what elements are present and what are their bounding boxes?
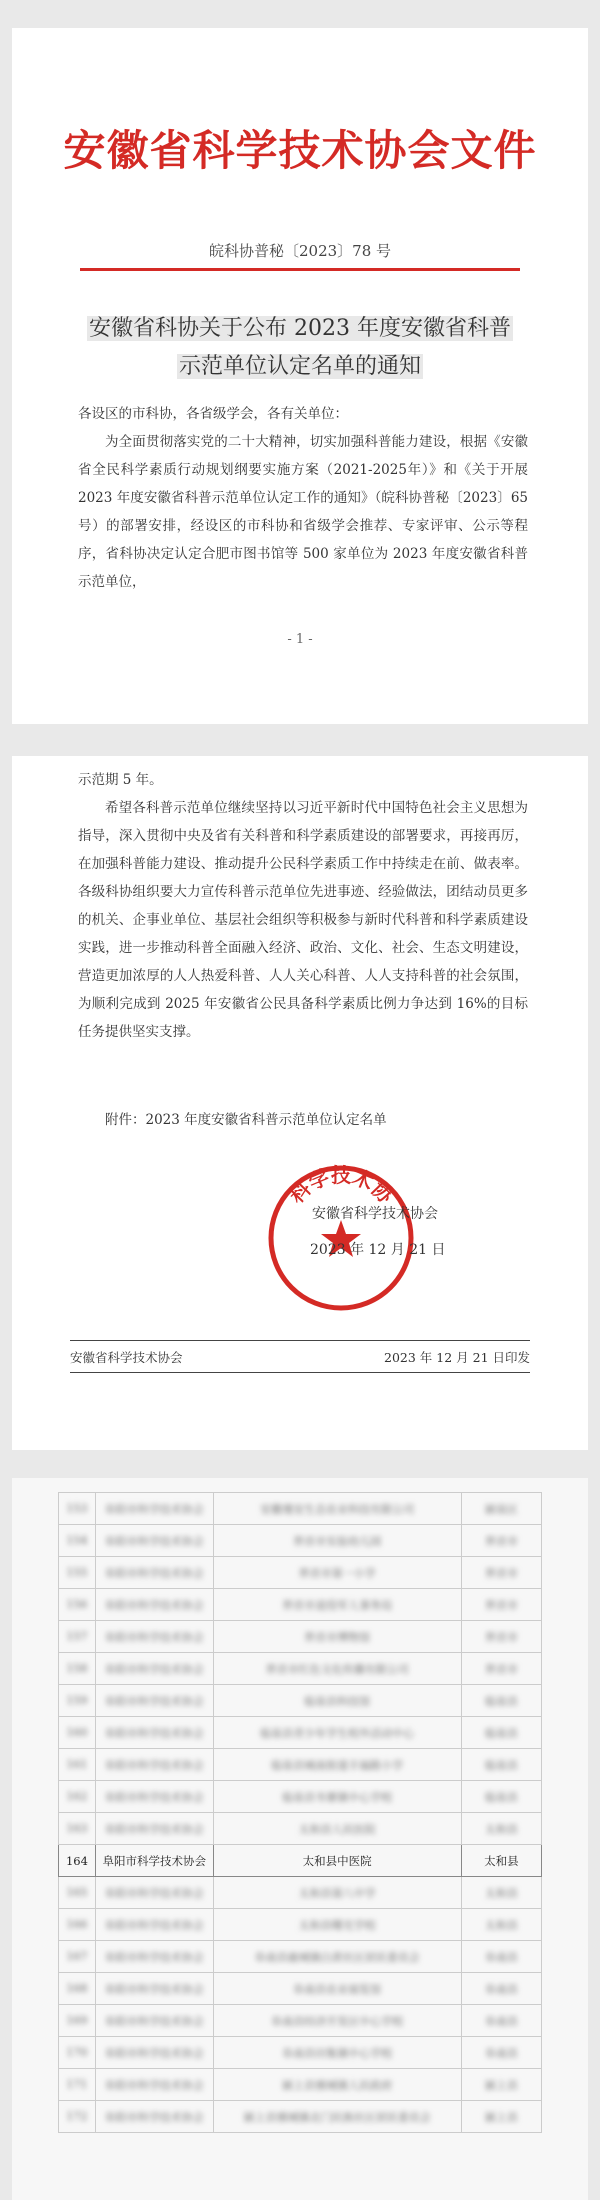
row-county: 界首市 [461,1653,541,1685]
row-county: 太和县 [461,1877,541,1909]
title-line-1: 安徽省科协关于公布 2023 年度安徽省科普 [89,316,511,341]
table-row [59,1845,542,1877]
table-row [59,1717,542,1749]
row-unit-name: 颍上县慎城镇人民政府 [213,2069,461,2101]
row-county: 临泉县 [461,1749,541,1781]
row-unit-name: 界首市退役军人事务局 [213,1589,461,1621]
row-organization: 阜阳市科学技术协会 [95,1717,213,1749]
row-county: 临泉县 [461,1781,541,1813]
row-organization: 阜阳市科学技术协会 [95,1493,213,1525]
row-number: 153 [59,1493,96,1525]
row-number: 165 [59,1877,96,1909]
page-number: - 1 - [287,632,313,647]
attachment-note: 附件：2023 年度安徽省科普示范单位认定名单 [105,1112,387,1128]
continuation-text: 示范期 5 年。 [78,772,163,788]
row-unit-name: 阜南县经济开发区中心学校 [213,2005,461,2037]
row-unit-name: 阜南县鹿城镇白黄社区居民委员会 [213,1941,461,1973]
signature-organization: 安徽省科学技术协会 [312,1206,438,1222]
body-paragraph-2: 希望各科普示范单位继续坚持以习近平新时代中国特色社会主义思想为指导，深入贯彻中央及省有关科普和科学素质建设的部署要求，再接再厉，在加强科普能力建设、推动提升公民科学素质工作中持续走在前、做表率。各级科协组织要大力宣传科普示范单位先进事迹、经验做法，团结动员更多的机关、企事业单位、基层社会组织等积极参与新时代科普和科学素质建设实践，进一步推动科普全面融入经济、政治、文化、社会、生态文明建设，营造更加浓厚的人人热爱科普、人人关心科普、人人支持科普的社会氛围，为顺利完成到 2025 年安徽省公民具备科学素质比例力争达到 16%的目标任务提供坚实支撑。 [78,800,528,1040]
row-county: 颍泉区 [461,1493,541,1525]
row-number: 156 [59,1589,96,1621]
row-organization: 阜阳市科学技术协会 [95,1941,213,1973]
body-paragraph-1: 为全面贯彻落实党的二十大精神，切实加强科普能力建设，根据《安徽省全民科学素质行动规划纲要实施方案（2021-2025年）》和《关于开展 2023 年度安徽省科普示范单位认定工作的通知》（皖科协普秘〔2023〕65 号）的部署安排，经设区的市科协和省级学会推荐、专家评审、公示等程序，省科协决定认定合肥市图书馆等 500 家单位为 2023 年度安徽省科普示范单位， [78,434,528,590]
row-organization: 阜阳市科学技术协会 [95,1525,213,1557]
notice-title [72,310,528,386]
red-divider [80,268,520,271]
row-organization: 阜阳市科学技术协会 [95,2005,213,2037]
row-unit-name: 临泉县青少年学生校外活动中心 [213,1717,461,1749]
table-row [59,1877,542,1909]
row-number: 157 [59,1621,96,1653]
row-unit-name: 界首市博物馆 [213,1621,461,1653]
table-row [59,1557,542,1589]
table-row [59,1589,542,1621]
row-number: 172 [59,2101,96,2133]
title-line-2: 示范单位认定名单的通知 [178,354,421,379]
table-row [59,1493,542,1525]
row-unit-name: 颍上县慎城镇北门民族社区居民委员会 [213,2101,461,2133]
masthead: 安徽省科学技术协会文件 [63,126,537,175]
row-number: 167 [59,1941,96,1973]
row-organization: 阜阳市科学技术协会 [95,1589,213,1621]
row-number: 154 [59,1525,96,1557]
row-county: 颍上县 [461,2069,541,2101]
table-row [59,2069,542,2101]
row-county: 阜南县 [461,1941,541,1973]
table-row [59,1781,542,1813]
row-county: 阜南县 [461,2037,541,2069]
row-county: 阜南县 [461,2005,541,2037]
table-row [59,2101,542,2133]
row-number: 161 [59,1749,96,1781]
row-number: 160 [59,1717,96,1749]
table-row [59,1621,542,1653]
row-county: 临泉县 [461,1717,541,1749]
row-unit-name: 太和县第八中学 [213,1877,461,1909]
footer-print-date: 2023 年 12 月 21 日印发 [384,1350,530,1365]
row-unit-name: 太和县人民医院 [213,1813,461,1845]
row-number: 158 [59,1653,96,1685]
footer [70,1348,530,1366]
document-number: 皖科协普秘〔2023〕78 号 [208,242,392,260]
row-county: 太和县 [461,1909,541,1941]
footer-issuer: 安徽省科学技术协会 [70,1350,183,1365]
row-number: 170 [59,2037,96,2069]
row-organization: 阜阳市科学技术协会 [95,1909,213,1941]
row-organization: 阜阳市科学技术协会 [95,1621,213,1653]
row-organization: 阜阳市科学技术协会 [95,1653,213,1685]
row-organization: 阜阳市科学技术协会 [95,1557,213,1589]
row-organization: 阜阳市科学技术协会 [95,2037,213,2069]
table-row [59,2037,542,2069]
row-unit-name: 阜南县农业展览馆 [213,1973,461,2005]
row-unit-name: 临泉县城南街道丰福路小学 [213,1749,461,1781]
row-organization: 阜阳市科学技术协会 [95,1877,213,1909]
row-county: 界首市 [461,1525,541,1557]
row-number: 164 [59,1845,96,1877]
row-county: 界首市 [461,1557,541,1589]
row-unit-name: 阜南县田集镇中心学校 [213,2037,461,2069]
row-organization: 阜阳市科学技术协会 [95,2069,213,2101]
document-page-1 [12,28,588,724]
salutation: 各设区的市科协，各省级学会，各有关单位： [78,406,348,422]
table-row [59,1685,542,1717]
row-organization: 阜阳市科学技术协会 [95,1749,213,1781]
row-number: 166 [59,1909,96,1941]
row-organization: 阜阳市科学技术协会 [95,1845,213,1877]
row-number: 159 [59,1685,96,1717]
awarded-units-table [58,1492,542,2133]
row-unit-name: 界首市第一小学 [213,1557,461,1589]
row-county: 阜南县 [461,1973,541,2005]
signature-date: 2023 年 12 月 21 日 [310,1242,446,1258]
row-number: 168 [59,1973,96,2005]
attachment-table-page [12,1478,588,2200]
table-row [59,1525,542,1557]
table-row [59,1653,542,1685]
seal-ring-text: 科学技术协 [284,1164,398,1208]
table-row [59,2005,542,2037]
row-organization: 阜阳市科学技术协会 [95,1781,213,1813]
table-row [59,1749,542,1781]
row-unit-name: 临泉县科技馆 [213,1685,461,1717]
row-organization: 阜阳市科学技术协会 [95,1813,213,1845]
row-number: 171 [59,2069,96,2101]
row-number: 163 [59,1813,96,1845]
row-county: 界首市 [461,1621,541,1653]
row-county: 临泉县 [461,1685,541,1717]
row-county: 颍上县 [461,2101,541,2133]
row-unit-name: 太和县中医院 [213,1845,461,1877]
footer-bottom-line [70,1372,530,1373]
table-row [59,1813,542,1845]
table-row [59,1909,542,1941]
row-number: 162 [59,1781,96,1813]
row-county: 太和县 [461,1813,541,1845]
document-page-2 [12,756,588,1450]
row-unit-name: 界首市红色文化传播有限公司 [213,1653,461,1685]
row-county: 界首市 [461,1589,541,1621]
row-unit-name: 安徽瑾安生态农业科技有限公司 [213,1493,461,1525]
row-organization: 阜阳市科学技术协会 [95,1685,213,1717]
row-number: 155 [59,1557,96,1589]
row-county: 太和县 [461,1845,541,1877]
row-unit-name: 临泉县韦寨镇中心学校 [213,1781,461,1813]
row-unit-name: 界首市实验幼儿园 [213,1525,461,1557]
row-organization: 阜阳市科学技术协会 [95,2101,213,2133]
table-row [59,1941,542,1973]
footer-top-line [70,1340,530,1341]
row-unit-name: 太和县曙光学校 [213,1909,461,1941]
table-row [59,1973,542,2005]
row-organization: 阜阳市科学技术协会 [95,1973,213,2005]
row-number: 169 [59,2005,96,2037]
